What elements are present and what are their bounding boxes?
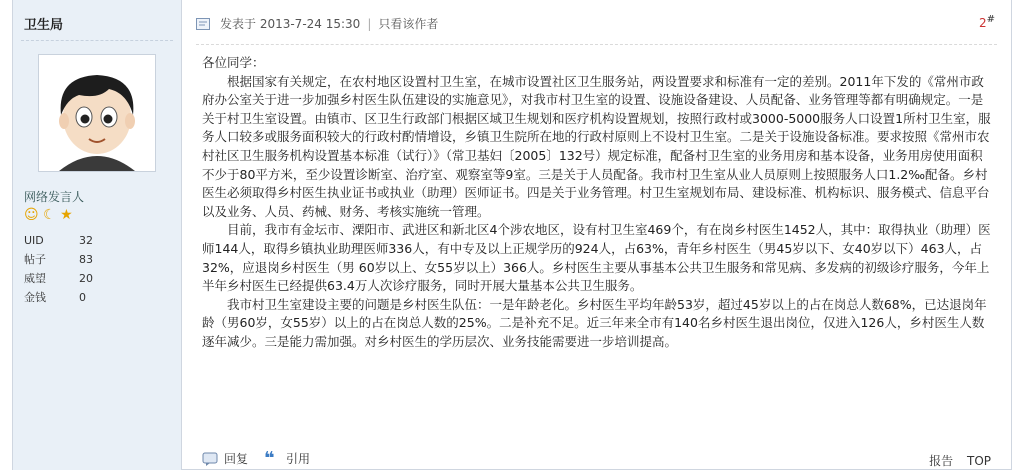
stat-row — [24, 250, 93, 269]
moon-icon: ☾ — [43, 207, 56, 223]
reply-label: 回复 — [224, 452, 249, 466]
paragraph: 我市村卫生室建设主要的问题是乡村医生队伍：一是年龄老化。乡村医生平均年龄53岁，超过45岁以上的占在岗总人数68%，已达退岗年龄（男60岁，女55岁）以上的占在岗总人数的25%。二是补充不足。近三年来全市有140名乡村医生退出岗位，仅进入126人，乡村医生人数逐年减少。三是能力需加强。对乡村医生的学历层次、业务技能需要进一步培训提高。 — [202, 296, 987, 349]
avatar[interactable] — [38, 54, 156, 172]
post-date: 发表于 2013-7-24 15:30 — [220, 17, 361, 31]
separator: | — [367, 16, 372, 31]
only-author-link[interactable]: 只看该作者 — [378, 17, 439, 31]
post-meta — [196, 15, 438, 32]
reply-icon — [202, 452, 218, 466]
post-body — [182, 0, 1011, 470]
stat-value: 20 — [79, 272, 93, 285]
floor-value: 2 — [978, 16, 987, 30]
author-name[interactable]: 卫生局 — [24, 18, 64, 33]
reply-button[interactable] — [202, 450, 248, 467]
user-stats — [24, 231, 93, 307]
greeting: 各位同学： — [202, 55, 265, 70]
stat-value: 0 — [79, 291, 86, 304]
stat-label: 金钱 — [24, 291, 46, 304]
medal-row — [24, 207, 73, 223]
quote-button[interactable] — [264, 447, 311, 469]
stat-value: 83 — [79, 253, 93, 266]
quote-icon: ❝ — [264, 447, 275, 469]
stat-label: UID — [24, 234, 44, 247]
floor-number[interactable] — [979, 14, 995, 30]
user-group: 网络发言人 — [24, 190, 85, 204]
quote-label: 引用 — [286, 452, 311, 466]
post-icon — [196, 18, 210, 30]
stat-row — [24, 269, 93, 288]
divider — [21, 40, 173, 41]
paragraph: 目前，我市有金坛市、溧阳市、武进区和新北区4个涉农地区，设有村卫生室469个，有在岗乡村医生1452人，其中：取得执业（助理）医师144人，取得乡镇执业助理医师336人，有中专及以上正规学历的924人，占63%，青年乡村医生（男45岁以下、女40岁以下）463人，占32%，应退岗乡村医生（男 60岁以上、女55岁以上）366人。乡村医生主要从事基本公共卫生服务和常见病、多发病的初级诊疗服务，今年上半年乡村医生已经提供63.4万人次诊疗服务，同时开展大量基本公共卫生服务。 — [202, 222, 991, 294]
report-area — [919, 452, 991, 469]
stat-label: 威望 — [24, 272, 46, 285]
stat-row — [24, 288, 93, 307]
stat-label: 帖子 — [24, 253, 46, 266]
star-icon: ★ — [60, 207, 73, 223]
stat-row — [24, 231, 93, 250]
stat-value: 32 — [79, 234, 93, 247]
paragraph: 根据国家有关规定，在农村地区设置村卫生室，在城市设置社区卫生服务站，两设置要求和标准有一定的差别。2011年下发的《常州市政府办公室关于进一步加强乡村医生队伍建设的实施意见》，对我市村卫生室的设置、设施设备建设、人员配备、业务管理等都有明确规定。一是关于村卫生室设置。由镇市、区卫生行政部门根据区域卫生规划和医疗机构设置规划，按照行政村或3000-5000服务人口设置1所村卫生室，服务人口较多或服务面积较大的行政村酌情增设，乡镇卫生院所在地的行政村原则上不设村卫生室。二是关于设施设备标准。要求按照《常州市农村社区卫生服务机构设置基本标准（试行）》（常卫基妇〔2005〕132号）规定标准，配备村卫生室的业务用房和基本设备，业务用房使用面积不少于80平方米，至少设置诊断室、治疗室、观察室等9室。三是关于人员配备。我市村卫生室从业人员原则上按照服务人口1.2‰配备。乡村医生必须取得乡村医生执业证书或执业（助理）医师证书。四是关于业务管理。村卫生室规划布局、建设标准、机构标识、服务模式、信息平台以及业务、人员、药械、财务、考核实施统一管理。 — [202, 73, 991, 219]
post-content — [202, 54, 992, 352]
top-link[interactable]: TOP — [966, 454, 991, 468]
divider — [196, 44, 997, 45]
floor-mark: # — [986, 14, 995, 25]
avatar-cartoon-icon — [39, 55, 155, 171]
post-actions — [202, 447, 326, 469]
smiley-icon: ☺ — [24, 207, 39, 223]
report-link[interactable]: 报告 — [929, 454, 954, 468]
post-container — [12, 0, 1012, 470]
author-sidebar — [13, 0, 182, 470]
